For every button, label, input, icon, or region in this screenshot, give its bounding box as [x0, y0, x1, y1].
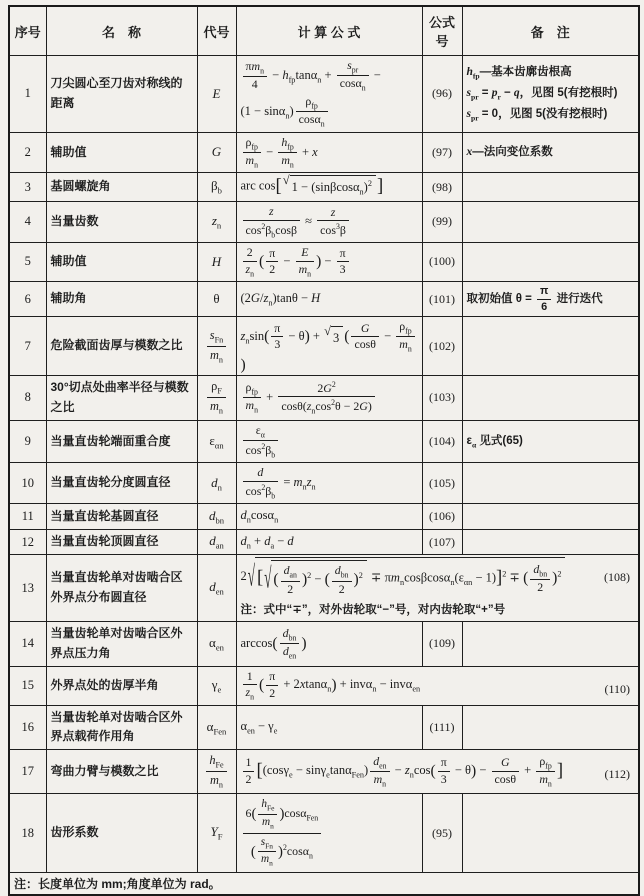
row-number-cell: 17 — [9, 750, 46, 794]
remark-cell — [462, 376, 639, 421]
name-cell: 辅助值 — [46, 132, 197, 173]
remark-cell — [462, 463, 639, 504]
formula-number-cell: (97) — [422, 132, 462, 173]
header-row — [9, 6, 639, 56]
formula-number-cell: (109) — [422, 621, 462, 666]
table-row — [9, 420, 639, 463]
remark-cell — [462, 504, 639, 529]
table-footer — [9, 873, 639, 896]
symbol-cell: $\alpha_{Fen}$ — [197, 705, 236, 750]
table-row — [9, 621, 639, 666]
formula-number-cell: (98) — [422, 173, 462, 202]
formula-cell: $\frac{\varepsilon_\alpha}{\cos^2\beta_b}$ — [236, 420, 422, 463]
formula-cell: $\frac{z}{\cos^2\beta_b\cos\beta}$ ≈ $\frac{z}{\cos^3\beta}$ — [236, 201, 422, 242]
table-row — [9, 173, 639, 202]
symbol-cell: $d_{an}$ — [197, 529, 236, 554]
symbol-cell: $d_{en}$ — [197, 555, 236, 622]
units-footnote: 注：长度单位为 mm;角度单位为 rad。 — [9, 873, 639, 896]
table-row — [9, 282, 639, 317]
symbol-cell: E — [197, 56, 236, 133]
table-header — [9, 6, 639, 56]
formula-cell: $\frac{2}{z_n}$ ( $\frac{\pi}{2}$ − $\frac{E}{m_n}$ ) − $\frac{\pi}{3}$ — [236, 242, 422, 281]
symbol-cell: $s_{Fn}$ $m_n$ — [197, 317, 236, 376]
table-row — [9, 793, 639, 872]
formula-cell: $z_n\sin$( $\frac{\pi}{3}$ − θ) + √ 3 ( $\frac{G}{\cos\theta}$ − $\rho_{fp}$ $m_n$ ) — [236, 317, 422, 376]
formula-cell-wide — [236, 750, 639, 794]
name-cell: 辅助值 — [46, 242, 197, 281]
formula-cell: $\alpha_{en} - \gamma_e$ — [236, 705, 422, 750]
remark-cell — [462, 621, 639, 666]
table-row — [9, 504, 639, 529]
remark-cell: 取初始值 θ = $\frac{\pi}{6}$ 进行迭代 — [462, 282, 639, 317]
symbol-cell: $Y_F$ — [197, 793, 236, 872]
formula-number: (112) — [604, 766, 630, 781]
row-number-cell: 18 — [9, 793, 46, 872]
symbol-cell: $d_n$ — [197, 463, 236, 504]
row-number-cell: 3 — [9, 173, 46, 202]
table-row — [9, 317, 639, 376]
table-row — [9, 666, 639, 705]
formula-number-cell: (105) — [422, 463, 462, 504]
formula-number-cell: (102) — [422, 317, 462, 376]
row-number-cell: 12 — [9, 529, 46, 554]
formula-cell: $d_n\cos\alpha_n$ — [236, 504, 422, 529]
table-row — [9, 463, 639, 504]
row-number-cell: 7 — [9, 317, 46, 376]
remark-cell — [462, 242, 639, 281]
name-cell: 基圆螺旋角 — [46, 173, 197, 202]
table-body — [9, 56, 639, 873]
row-number-cell: 13 — [9, 555, 46, 622]
table-row — [9, 705, 639, 750]
name-cell: 齿形系数 — [46, 793, 197, 872]
table-row — [9, 242, 639, 281]
symbol-cell: $d_{bn}$ — [197, 504, 236, 529]
table-row — [9, 555, 639, 622]
name-cell: 当量直齿轮端面重合度 — [46, 420, 197, 463]
formula-number-cell: (103) — [422, 376, 462, 421]
column-header-remark: 备 注 — [462, 6, 639, 56]
row-number-cell: 6 — [9, 282, 46, 317]
name-cell: 危险截面齿厚与模数之比 — [46, 317, 197, 376]
column-header-formula: 计 算 公 式 — [236, 6, 422, 56]
formula-number: (108) — [604, 570, 630, 585]
formula-cell: $\frac{d}{\cos^2\beta_b}$ = $m_nz_n$ — [236, 463, 422, 504]
formula-expression: $\frac{1}{2}$ [(cosγ$_e$ − sinγ$_e$tanα$_{Fen}$) $d_{en}$ $m_n$ − $z_n\cos$( $\frac{\pi}{3}$ − θ) − $\frac{G}{\cos\theta}$ + $\rho_{fp}$ $m_n$ ] — [241, 763, 564, 777]
formula-cell: $(2G/z_n)\tan\theta - H$ — [236, 282, 422, 317]
formula-cell-wide — [236, 555, 639, 622]
remark-cell — [462, 529, 639, 554]
remark-cell: $\varepsilon_\alpha$ 见式(65) — [462, 420, 639, 463]
symbol-cell: $h_{Fe}$ $m_n$ — [197, 750, 236, 794]
column-header-formula-no: 公式号 — [422, 6, 462, 56]
name-cell: 辅助角 — [46, 282, 197, 317]
formula-cell: $\rho_{fp}$ $m_n$ + $\frac{2G^2}{\cos\theta(z_n\cos^2\theta - 2G)}$ — [236, 376, 422, 421]
formula-number-cell: (95) — [422, 793, 462, 872]
symbol-cell: $\alpha_{en}$ — [197, 621, 236, 666]
row-number-cell: 14 — [9, 621, 46, 666]
name-cell: 当量齿数 — [46, 201, 197, 242]
table-row — [9, 56, 639, 133]
name-cell: 当量直齿轮单对齿啮合区外界点分布圆直径 — [46, 555, 197, 622]
row-number-cell: 11 — [9, 504, 46, 529]
row-number-cell: 2 — [9, 132, 46, 173]
remark-cell — [462, 793, 639, 872]
table-row — [9, 132, 639, 173]
row-number-cell: 16 — [9, 705, 46, 750]
formula-number-cell: (96) — [422, 56, 462, 133]
formula-number-cell: (104) — [422, 420, 462, 463]
table-row — [9, 201, 639, 242]
symbol-cell: $\varepsilon_{\alpha n}$ — [197, 420, 236, 463]
row-number-cell: 1 — [9, 56, 46, 133]
symbol-cell: H — [197, 242, 236, 281]
formula-number-cell: (111) — [422, 705, 462, 750]
remark-cell — [462, 705, 639, 750]
symbol-cell: $z_n$ — [197, 201, 236, 242]
symbol-cell: $\frac{\rho_F}{m_n}$ — [197, 376, 236, 421]
formula-expression: 2 √ [ √ ( $d_{an}$ 2 )$^2$ − ( $d_{bn}$ 2 )$^2$ ∓ $\pi m_n\cos\beta\cos\alpha_n(\varepsilon_{\alpha n} - 1)]^2$ ∓ ( $d_{bn}$ 2 )$^2$ 注：式中“∓”，对外齿轮取“−”号，对内齿轮取“+”号 — [241, 569, 635, 619]
formula-cell: $\rho_{fp}$ $m_n$ − $h_{fp}$ $m_n$ + x — [236, 132, 422, 173]
symbol-cell: $\gamma_e$ — [197, 666, 236, 705]
name-cell: 当量齿轮单对齿啮合区外界点压力角 — [46, 621, 197, 666]
remark-cell — [462, 317, 639, 376]
remark-cell — [462, 173, 639, 202]
symbol-cell: $\beta_b$ — [197, 173, 236, 202]
formula-cell: 6( $h_{Fe}$ $m_n$ )cosα$_{Fen}$ ( $s_{Fn}$ $m_n$ )$^2$cosα$_n$ — [236, 793, 422, 872]
table-row — [9, 750, 639, 794]
footnote-row — [9, 873, 639, 896]
formula-number-cell: (107) — [422, 529, 462, 554]
name-cell: 当量直齿轮分度圆直径 — [46, 463, 197, 504]
table-row — [9, 376, 639, 421]
name-cell: 弯曲力臂与模数之比 — [46, 750, 197, 794]
column-header-symbol: 代号 — [197, 6, 236, 56]
formula-cell-wide — [236, 666, 639, 705]
formula-number-cell: (101) — [422, 282, 462, 317]
formula-table — [8, 5, 640, 896]
row-number-cell: 15 — [9, 666, 46, 705]
column-header-no: 序号 — [9, 6, 46, 56]
symbol-cell: G — [197, 132, 236, 173]
formula-number-cell: (106) — [422, 504, 462, 529]
formula-cell: arccos( $d_{bn}$ $d_{en}$ ) — [236, 621, 422, 666]
formula-number-cell: (100) — [422, 242, 462, 281]
row-number-cell: 8 — [9, 376, 46, 421]
formula-cell: arc cos[ √ $1 - (\sin\beta\cos\alpha_n)^2$ ] — [236, 173, 422, 202]
formula-expression: $\frac{1}{z_n}$ ( $\frac{\pi}{2}$ + 2xtanα$_n$) + invα$_n$ − invα$_{en}$ — [241, 677, 421, 691]
name-cell: 当量直齿轮基圆直径 — [46, 504, 197, 529]
row-number-cell: 10 — [9, 463, 46, 504]
formula-cell: $\pi m_n$ 4 − $h_{fp}\tan\alpha_n$ + $s_{pr}$ cosα$_n$ − (1 − sinα$_n$) $\rho_{fp}$ cosα$_n$ — [236, 56, 422, 133]
remark-cell: x—法向变位系数 — [462, 132, 639, 173]
name-cell: 30°切点处曲率半径与模数之比 — [46, 376, 197, 421]
remark-cell: $h_{fp}—$基本齿廓齿根高 $s_{pr} = p_r - q$，见图 5(有挖根时) $s_{pr} = 0$，见图 5(没有挖根时) — [462, 56, 639, 133]
symbol-cell: θ — [197, 282, 236, 317]
row-number-cell: 4 — [9, 201, 46, 242]
row-number-cell: 9 — [9, 420, 46, 463]
row-number-cell: 5 — [9, 242, 46, 281]
table-row — [9, 529, 639, 554]
formula-number-cell: (99) — [422, 201, 462, 242]
formula-number: (110) — [604, 681, 630, 696]
name-cell: 刀尖圆心至刀齿对称线的距离 — [46, 56, 197, 133]
name-cell: 当量齿轮单对齿啮合区外界点载荷作用角 — [46, 705, 197, 750]
formula-cell: $d_n + d_a - d$ — [236, 529, 422, 554]
name-cell: 当量直齿轮顶圆直径 — [46, 529, 197, 554]
column-header-name: 名 称 — [46, 6, 197, 56]
remark-cell — [462, 201, 639, 242]
name-cell: 外界点处的齿厚半角 — [46, 666, 197, 705]
